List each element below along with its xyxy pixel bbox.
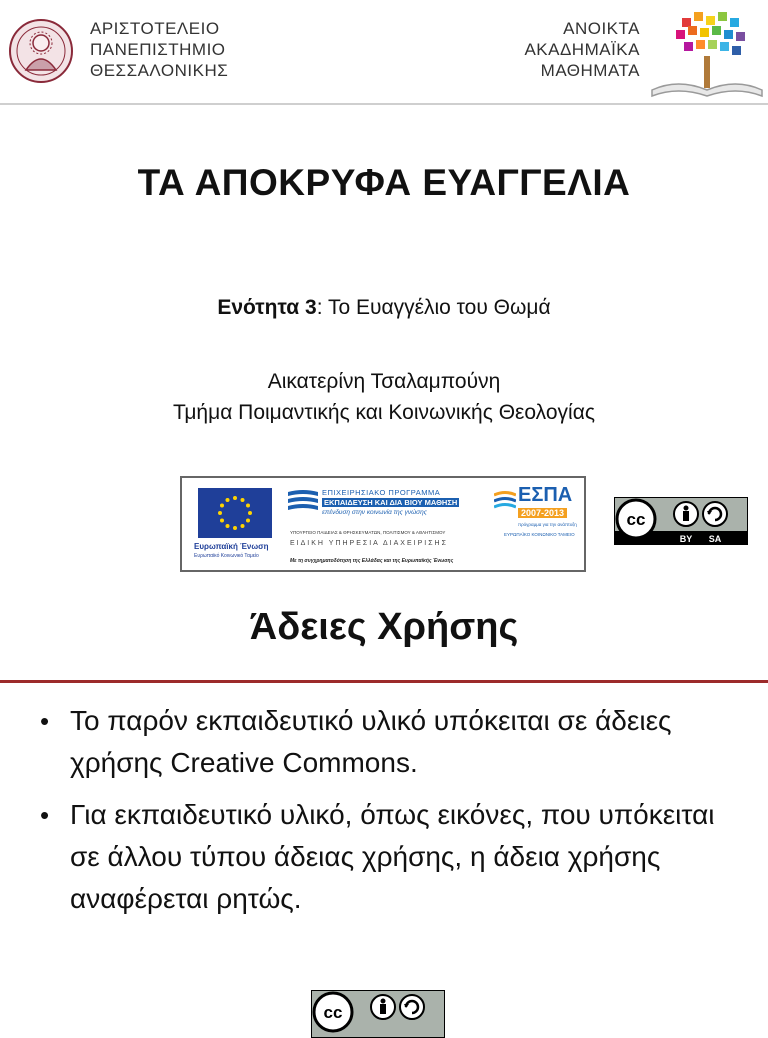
- cc-by-sa-badge-bottom: [311, 990, 445, 1038]
- header: [0, 0, 768, 104]
- page-title: ΤΑ ΑΠΟΚΡΥΦΑ ΕΥΑΓΓΕΛΙΑ: [137, 162, 631, 203]
- espa-motto: πρόγραμμα για την ανάπτυξη: [518, 522, 577, 527]
- section-title: Άδειες Χρήσης: [249, 606, 519, 648]
- university-name-line: ΘΕΣΣΑΛΟΝΙΚΗΣ: [90, 61, 229, 80]
- agency-label: ΕΙΔΙΚΗ ΥΠΗΡΕΣΙΑ ΔΙΑΧΕΙΡΙΣΗΣ: [290, 540, 448, 547]
- espa-logo-icon: [494, 490, 516, 510]
- author-block: [0, 366, 768, 428]
- bullet-icon: •: [40, 706, 50, 736]
- eu-label: Ευρωπαϊκή Ένωση: [194, 542, 269, 551]
- author-department: Τμήμα Ποιμαντικής και Κοινωνικής Θεολογίας: [173, 401, 595, 424]
- section-divider: [0, 680, 768, 683]
- university-name-line: ΠΑΝΕΠΙΣΤΗΜΙΟ: [90, 40, 226, 59]
- university-name: [90, 18, 228, 81]
- svg-text:cc: cc: [626, 510, 646, 529]
- list-item: [40, 700, 740, 784]
- cofinancing-label: Με τη συγχρηματοδότηση της Ελλάδας και της Ευρωπαϊκής Ένωσης: [290, 558, 454, 564]
- list-item-text: Για εκπαιδευτικό υλικό, όπως εικόνες, που υπόκειται σε άλλου τύπου άδειας χρήσης, η άδεια χρήσης αναφέρεται ρητώς.: [70, 799, 715, 914]
- university-seal-logo: [8, 18, 74, 84]
- list-item-text: Το παρόν εκπαιδευτικό υλικό υπόκειται σε άδειες χρήσης Creative Commons.: [70, 705, 672, 778]
- cc-sa-label: SA: [708, 534, 722, 544]
- program-motto: επένδυση στην κοινωνία της γνώσης: [322, 509, 427, 516]
- svg-text:cc: cc: [323, 1003, 343, 1022]
- program-title: ΕΠΙΧΕΙΡΗΣΙΑΚΟ ΠΡΟΓΡΑΜΜΑ: [322, 488, 441, 497]
- unit-heading: [0, 296, 768, 320]
- bullet-icon: •: [40, 800, 50, 830]
- open-courses-tree-logo: [648, 8, 766, 100]
- eu-sublabel: Ευρωπαϊκό Κοινωνικό Ταμείο: [194, 553, 259, 559]
- open-courses-line: ΑΚΑΔΗΜΑΪΚΑ: [524, 40, 640, 59]
- university-name-line: ΑΡΙΣΤΟΤΕΛΕΙΟ: [90, 19, 220, 38]
- cc-by-sa-badge: [614, 497, 748, 545]
- espa-label: ΕΣΠΑ: [518, 484, 573, 506]
- author-name: Αικατερίνη Τσαλαμπούνη: [267, 370, 501, 393]
- ministry-label: ΥΠΟΥΡΓΕΙΟ ΠΑΙΔΕΙΑΣ & ΘΡΗΣΚΕΥΜΑΤΩΝ, ΠΟΛΙΤΙΣΜΟΥ & ΑΘΛΗΤΙΣΜΟΥ: [290, 530, 446, 535]
- list-item: [40, 794, 740, 920]
- espa-years: 2007-2013: [518, 508, 567, 518]
- funding-banner: [180, 476, 586, 572]
- open-courses-line: ΜΑΘΗΜΑΤΑ: [540, 61, 640, 80]
- open-courses-name: [524, 18, 640, 81]
- unit-text: : Το Ευαγγέλιο του Θωμά: [316, 296, 551, 319]
- header-divider: [0, 103, 768, 105]
- cc-by-label: BY: [679, 534, 693, 544]
- eu-flag-icon: [198, 488, 272, 538]
- unit-label: Ενότητα 3: [217, 296, 317, 319]
- espa-fund: ΕΥΡΩΠΑΪΚΟ ΚΟΙΝΩΝΙΚΟ ΤΑΜΕΙΟ: [504, 532, 575, 537]
- open-courses-line: ΑΝΟΙΚΤΑ: [563, 19, 640, 38]
- program-subtitle: ΕΚΠΑΙΔΕΥΣΗ ΚΑΙ ΔΙΑ ΒΙΟΥ ΜΑΘΗΣΗ: [324, 498, 458, 507]
- license-bullet-list: [40, 700, 740, 930]
- program-logo-icon: [288, 488, 318, 514]
